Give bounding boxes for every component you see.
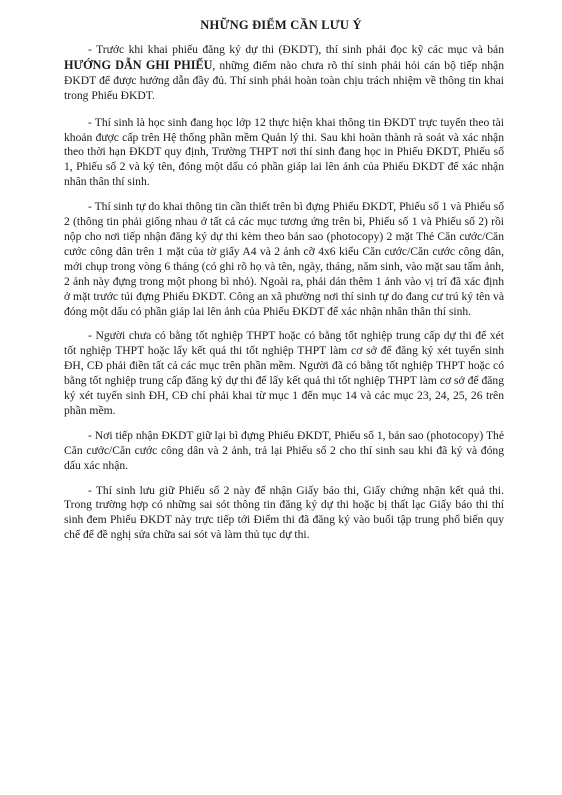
paragraph-independent-candidates: - Thí sinh tự do khai thông tin cần thiết trên bì đựng Phiếu ĐKDT, Phiếu số 1 và Phiếu số 2 (thông tin phải giống nhau ở tất cả các mục tương ứng trên bì, Phiếu số 1 và Phiếu số 2) rồi nộp cho nơi tiếp nhận đăng ký dự thi kèm theo bản sao (photocopy) 2 mặt Thẻ Căn cước/Căn cước công dân trên 1 mặt của tờ giấy A4 và 2 ảnh cỡ 4x6 kiểu Căn cước/Căn cước công dân, mới chụp trong vòng 6 tháng (có ghi rõ họ và tên, ngày, tháng, năm sinh, vào mặt sau tấm ảnh, 2 ảnh này đựng trong một phong bì nhỏ). Ngoài ra, phải dán thêm 1 ảnh vào vị trí đã xác định ở mặt trước túi đựng Phiếu ĐKDT. Công an xã phường nơi thí sinh tự do đang cư trú ký tên và đóng một dấu có phần giáp lai lên ảnh của Phiếu ĐKDT để xác nhận nhân thân thí sinh. xyxy=(64,200,504,318)
document-body xyxy=(64,43,504,553)
paragraph-keep-form: - Thí sinh lưu giữ Phiếu số 2 này để nhận Giấy báo thi, Giấy chứng nhận kết quả thi. Trong trường hợp có những sai sót thông tin đăng ký dự thi hoặc bị thất lạc Giấy báo thi thí sinh đem Phiếu ĐKDT này trực tiếp tới Điểm thi đã đăng ký vào buổi tập trung phổ biến quy chế để đề nghị sửa chữa sai sót và làm thủ tục dự thi. xyxy=(64,483,504,542)
paragraph-guidance-text-end: , những điểm nào chưa rõ thí sinh phải hỏi cán bộ tiếp nhận ĐKDT để được hướng dẫn đầy đủ. Thí sinh phải hoàn toàn chịu trách nhiệm về thông tin khai trong Phiếu ĐKDT. xyxy=(64,58,504,102)
paragraph-grade12-students: - Thí sinh là học sinh đang học lớp 12 thực hiện khai thông tin ĐKDT trực tuyến theo tài khoản được cấp trên Hệ thống phần mềm Quản lý thi. Sau khi hoàn thành rà soát và xác nhận theo thời hạn ĐKDT quy định, Trường THPT nơi thí sinh đang học in Phiếu ĐKDT, Phiếu số 1, Phiếu số 2 và ký tên, đóng một dấu có phần giáp lai lên ảnh của Phiếu ĐKDT để xác nhận nhân thân thí sinh. xyxy=(64,115,504,189)
paragraph-registration-office: - Nơi tiếp nhận ĐKDT giữ lại bì đựng Phiếu ĐKDT, Phiếu số 1, bản sao (photocopy) Thẻ Căn cước/Căn cước công dân và 2 ảnh, trả lại Phiếu số 2 cho thí sinh sau khi đã ký và đóng dấu xác nhận. xyxy=(64,428,504,472)
paragraph-guidance xyxy=(64,43,504,104)
paragraph-diploma-requirements: - Người chưa có bằng tốt nghiệp THPT hoặc có bằng tốt nghiệp trung cấp dự thi để xét tốt nghiệp THPT hoặc lấy kết quả thi tốt nghiệp THPT làm cơ sở để đăng ký xét tuyển sinh ĐH, CĐ phải điền tất cả các mục trên phần mềm. Người đã có bằng tốt nghiệp THPT hoặc có bằng tốt nghiệp trung cấp đăng ký dự thi để lấy kết quả thi tốt nghiệp THPT làm cơ sở để đăng ký xét tuyển sinh ĐH, CĐ chỉ phải khai từ mục 1 đến mục 14 và các mục 23, 24, 25, 26 trên phần mềm. xyxy=(64,329,504,417)
page-title: NHỮNG ĐIỂM CẦN LƯU Ý xyxy=(200,18,362,32)
paragraph-guidance-bold-text: HƯỚNG DẪN GHI PHIẾU xyxy=(64,57,213,72)
paragraph-guidance-text-start: - Trước khi khai phiếu đăng ký dự thi (ĐKDT), thí sinh phải đọc kỹ các mục và bản xyxy=(88,43,504,56)
